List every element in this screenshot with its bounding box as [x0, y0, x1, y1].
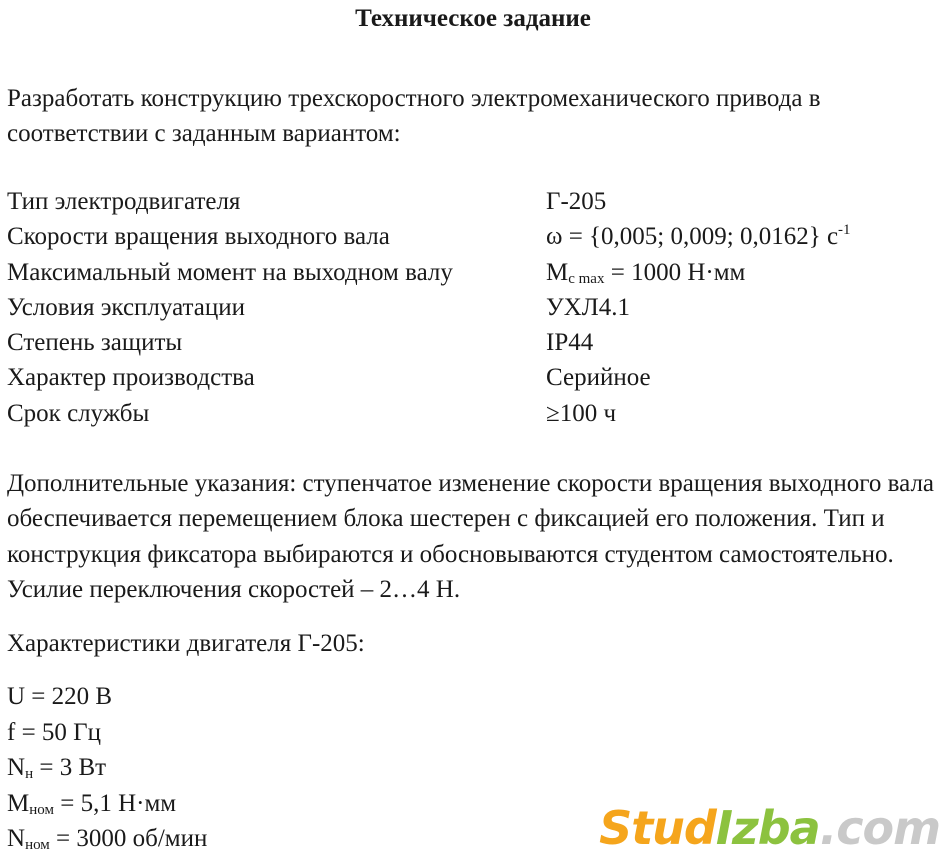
char-subscript: н [25, 766, 34, 782]
spec-label: Максимальный момент на выходном валу [7, 258, 453, 286]
intro-paragraph: Разработать конструкцию трехскоростного электромеханического привода в соответствии с заданным вариантом: [7, 85, 821, 147]
spec-value-rest: = 1000 Н·мм [604, 258, 746, 286]
spec-row-production [7, 360, 937, 395]
spec-label: Характер производства [7, 364, 255, 392]
characteristic-power [7, 750, 207, 786]
spec-label: Условия эксплуатации [7, 293, 245, 321]
watermark-part: Izba [715, 801, 820, 855]
characteristic-nominal-speed [7, 821, 207, 857]
spec-value-subscript: c max [568, 270, 605, 287]
char-symbol: N [7, 825, 26, 852]
spec-row-max-torque [7, 255, 937, 290]
spec-value [546, 219, 851, 254]
characteristics-list [7, 679, 207, 857]
char-subscript: ном [25, 837, 50, 853]
watermark-part: .com [819, 801, 940, 855]
spec-row-motor-type [7, 184, 937, 219]
spec-table [7, 184, 937, 431]
spec-row-protection [7, 325, 937, 360]
spec-value [546, 255, 745, 290]
spec-value-exponent: -1 [838, 222, 851, 239]
spec-value: ≥100 ч [546, 399, 617, 427]
characteristic-voltage: U = 220 В [7, 683, 113, 710]
spec-value: Г-205 [546, 188, 607, 215]
spec-row-service-life [7, 396, 937, 431]
characteristic-frequency: f = 50 Гц [7, 718, 102, 746]
spec-value-symbol: M [546, 258, 569, 286]
char-value: = 3 Вт [33, 754, 107, 781]
studizba-watermark-logo [599, 802, 940, 854]
characteristic-nominal-torque [7, 786, 207, 822]
spec-row-operating-conditions [7, 290, 937, 325]
spec-label: Степень защиты [7, 329, 183, 357]
spec-label: Скорости вращения выходного вала [7, 223, 390, 251]
watermark-part: Stud [599, 801, 716, 855]
spec-value: Серийное [546, 364, 651, 392]
spec-value: УХЛ4.1 [546, 293, 630, 321]
spec-label: Срок службы [7, 399, 150, 427]
char-value: = 5,1 Н·мм [53, 789, 177, 817]
document-title: Техническое задание [355, 5, 591, 32]
char-symbol: M [7, 789, 30, 817]
spec-row-speeds [7, 219, 937, 254]
spec-value-main: ω = {0,005; 0,009; 0,0162} с [546, 223, 839, 251]
spec-label: Тип электродвигателя [7, 188, 241, 215]
characteristics-title: Характеристики двигателя Г-205: [7, 630, 365, 657]
char-value: = 3000 об/мин [49, 825, 208, 852]
char-subscript: ном [29, 801, 54, 818]
char-symbol: N [7, 754, 26, 781]
spec-value: IP44 [546, 329, 594, 357]
additional-instructions: Дополнительные указания: ступенчатое изменение скорости вращения выходного вала обеспечивается перемещением блока шестерен с фиксацией его положения. Тип и конструкция фиксатора выбираются и обосновываются студентом самостоятельно. Усилие переключения скоростей – 2…4 Н. [7, 470, 935, 603]
